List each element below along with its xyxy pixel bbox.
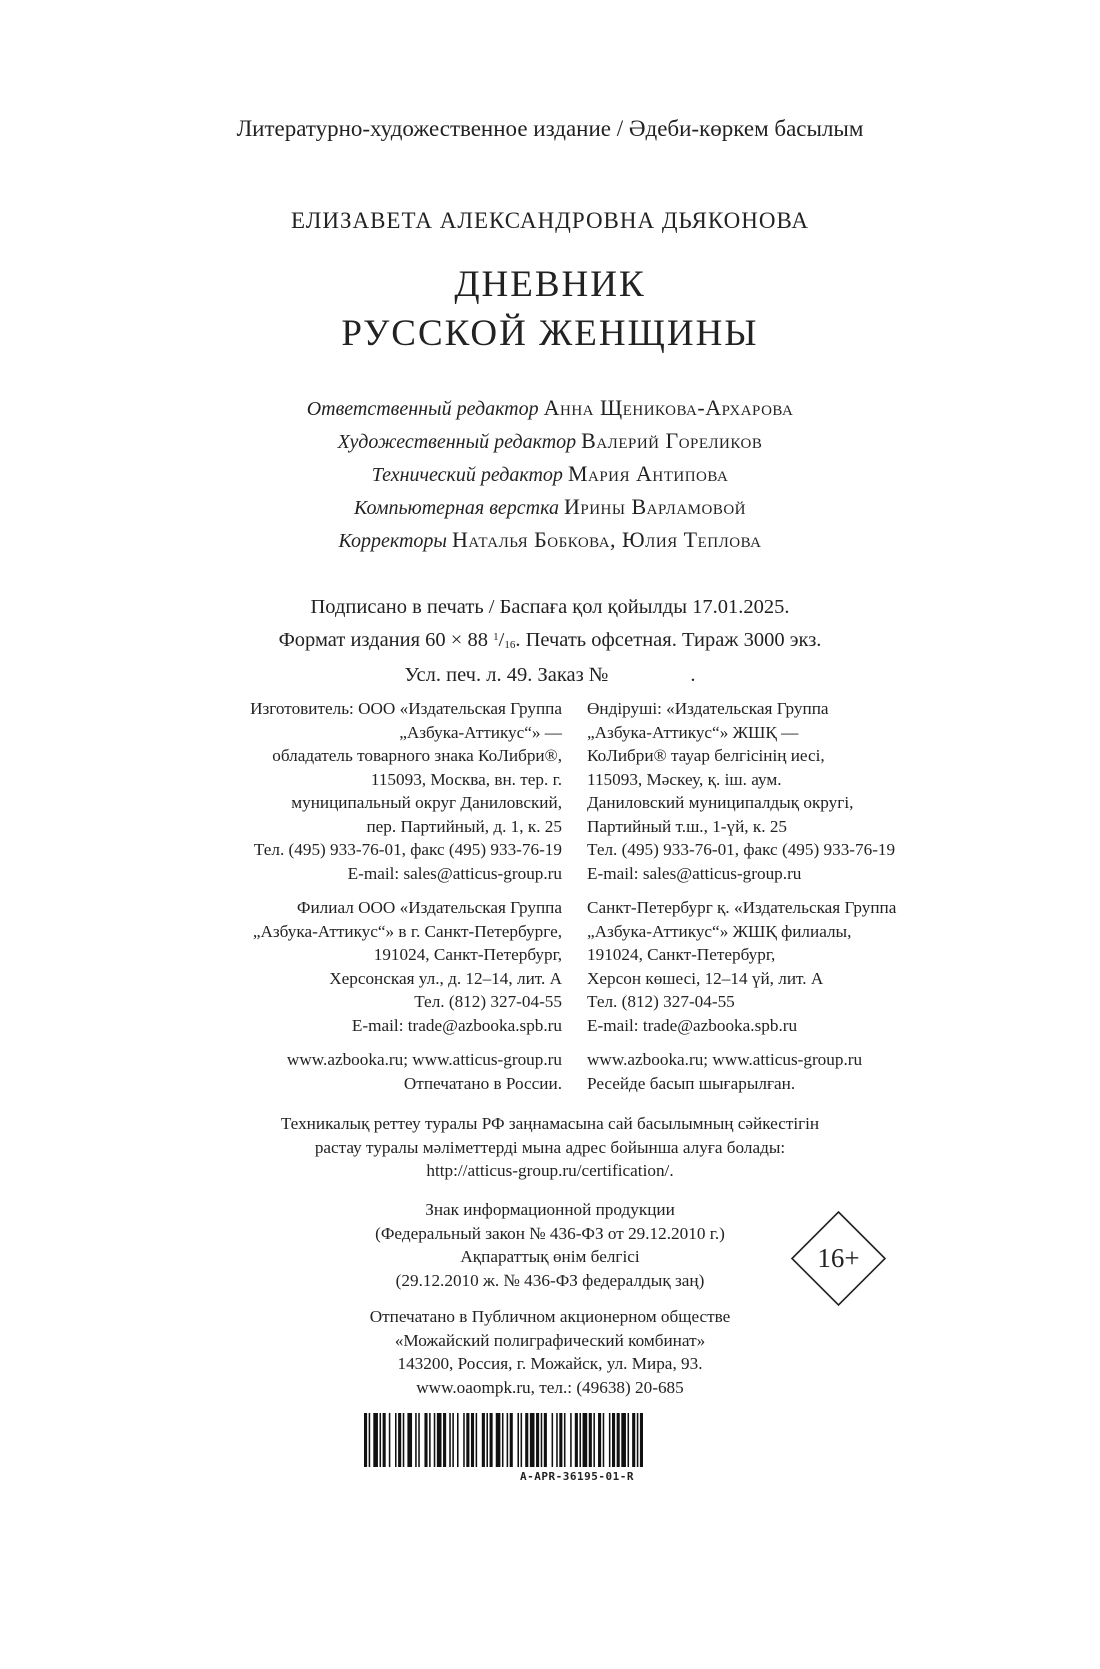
text-line: КоЛибри® тауар белгісінің иесі, (587, 746, 825, 765)
barcode-bar (583, 1413, 588, 1467)
text-line: Ақпараттық өнім белгісі (460, 1247, 640, 1266)
column-russian (162, 697, 562, 1095)
web-kz (587, 1048, 1007, 1095)
barcode-bar (463, 1413, 465, 1467)
barcode-bar (603, 1413, 605, 1467)
credit-line (0, 425, 1100, 458)
text-line: растау туралы мәліметтерді мына адрес бойынша алуға болады: (314, 1137, 786, 1157)
print-info (0, 592, 1100, 690)
barcode-bar (510, 1413, 513, 1467)
manufacturer-kz (587, 697, 1007, 885)
barcode-bar (556, 1413, 558, 1467)
certification-url: http://atticus-group.ru/certification/. (426, 1161, 674, 1180)
order-suffix: . (690, 664, 696, 686)
barcode-bar (598, 1413, 601, 1467)
text-line: „Азбука-Аттикус“» ЖШҚ — (587, 722, 799, 742)
text-line: 191024, Санкт-Петербург, (587, 945, 776, 964)
credit-role: Художественный редактор (337, 431, 577, 453)
credit-name: Мария Антипова (567, 461, 729, 486)
format-separator: / (498, 629, 505, 651)
credit-role: Компьютерная верстка (353, 497, 559, 519)
barcode-bar (369, 1413, 371, 1467)
barcode-bar (373, 1413, 378, 1467)
text-line: (Федеральный закон № 436-ФЗ от 29.12.2010 г.) (375, 1223, 725, 1243)
barcode-bar (570, 1413, 572, 1467)
sheets-line (0, 660, 1100, 690)
barcode-bar (407, 1413, 412, 1467)
text-line: www.oaompk.ru, тел.: (49638) 20-685 (416, 1377, 684, 1397)
barcode-bar (637, 1413, 639, 1467)
email-line: E-mail: trade@azbooka.spb.ru (351, 1015, 562, 1035)
barcode-bar (490, 1413, 493, 1467)
barcode-bar (398, 1413, 401, 1467)
credit-line (0, 524, 1100, 557)
barcode-bar (496, 1413, 501, 1467)
barcode-bar (437, 1413, 442, 1467)
barcode-bar (389, 1413, 391, 1467)
credit-line (0, 392, 1100, 425)
barcode-bar (466, 1413, 469, 1467)
text-line: 143200, Россия, г. Можайск, ул. Мира, 93. (397, 1354, 703, 1373)
barcode-bar (609, 1413, 611, 1467)
text-line: Техникалық реттеу туралы РФ заңнамасына сай басылымның сәйкестігін (280, 1114, 820, 1133)
barcode-bar (544, 1413, 547, 1467)
printed-at-block (0, 1305, 1100, 1399)
text-line: Отпечатано в Публичном акционерном обществе (369, 1307, 731, 1326)
format-denominator: 16 (504, 639, 516, 651)
text-line: Изготовитель: ООО «Издательская Группа (250, 699, 562, 718)
branch-kz (587, 896, 1007, 1037)
credit-name: Наталья Бобкова, Юлия Теплова (451, 527, 762, 552)
signed-date: Подписано в печать / Баспаға қол қойылды 17.01.2025. (310, 596, 790, 618)
credits-block (0, 392, 1100, 557)
text-line: «Можайский полиграфический комбинат» (394, 1330, 706, 1350)
text-line: Өндіруші: «Издательская Группа (587, 699, 829, 718)
barcode-bar (552, 1413, 554, 1467)
barcode-label: A-APR-36195-01-R (520, 1470, 634, 1483)
text-line: „Азбука-Аттикус“» ЖШҚ филиалы, (587, 921, 852, 941)
barcode-bar (452, 1413, 454, 1467)
barcode-bar (521, 1413, 523, 1467)
barcode-bar (429, 1413, 431, 1467)
barcode-bar (418, 1413, 420, 1467)
edition-type: Литературно-художественное издание / Әдеби-көркем басылым (236, 116, 864, 141)
barcode-bar (434, 1413, 436, 1467)
text-line: обладатель товарного знака КоЛибри®, (272, 746, 562, 765)
credit-line (0, 491, 1100, 524)
text-line: Санкт-Петербург қ. «Издательская Группа (587, 898, 897, 917)
barcode-bar (383, 1413, 386, 1467)
barcode-bar (476, 1413, 478, 1467)
email-line: E-mail: sales@atticus-group.ru (587, 863, 802, 883)
text-line: 191024, Санкт-Петербург, (373, 945, 562, 964)
text-line: Херсон көшесі, 12–14 үй, лит. А (587, 968, 824, 988)
barcode-bar (517, 1413, 519, 1467)
tech-regulation (0, 1112, 1100, 1183)
credit-name: Ирины Варламовой (563, 494, 747, 519)
barcode-bar (541, 1413, 543, 1467)
web-ru (162, 1048, 562, 1095)
barcode-bar (443, 1413, 446, 1467)
email-line: E-mail: trade@azbooka.spb.ru (587, 1015, 798, 1035)
barcode-bar (632, 1413, 635, 1467)
format-suffix: . Печать офсетная. Тираж 3000 экз. (515, 629, 822, 651)
order-label: Усл. печ. л. 49. Заказ № (404, 664, 609, 686)
text-line: Тел. (812) 327-04-55 (414, 992, 562, 1011)
title-line-2: РУССКОЙ ЖЕНЩИНЫ (341, 313, 759, 354)
barcode-bar (364, 1413, 367, 1467)
text-line: 115093, Мәскеу, қ. іш. аум. (587, 769, 782, 789)
barcode-bar (502, 1413, 504, 1467)
format-line (0, 622, 1100, 660)
credit-role: Ответственный редактор (306, 398, 539, 420)
barcode-bar (415, 1413, 417, 1467)
text-line: Филиал ООО «Издательская Группа (296, 898, 562, 917)
barcode-bar (536, 1413, 539, 1467)
text-line: Тел. (495) 933-76-01, факс (495) 933-76-19 (587, 840, 896, 859)
manufacturer-ru (162, 697, 562, 885)
credit-role: Технический редактор (371, 464, 563, 486)
credit-line (0, 458, 1100, 491)
website-line: www.azbooka.ru; www.atticus-group.ru (587, 1050, 863, 1069)
text-line: „Азбука-Аттикус“» — (399, 722, 562, 742)
barcode-bar (617, 1413, 620, 1467)
barcode-bar (486, 1413, 488, 1467)
text-line: Тел. (495) 933-76-01, факс (495) 933-76-19 (253, 840, 562, 859)
barcode-bar (525, 1413, 528, 1467)
barcode-bar (395, 1413, 397, 1467)
text-line: „Азбука-Аттикус“» в г. Санкт-Петербурге, (252, 921, 562, 941)
barcode-bar (424, 1413, 427, 1467)
email-line: E-mail: sales@atticus-group.ru (347, 863, 562, 883)
text-line: Херсонская ул., д. 12–14, лит. А (329, 968, 562, 988)
barcode-bar (380, 1413, 382, 1467)
barcode-bar (579, 1413, 581, 1467)
text-line: Ресейде басып шығарылған. (587, 1073, 796, 1093)
barcode-bar (559, 1413, 562, 1467)
barcode-bar (593, 1413, 595, 1467)
text-line: Тел. (812) 327-04-55 (587, 992, 735, 1011)
barcode-bar (403, 1413, 405, 1467)
barcode-bar (507, 1413, 509, 1467)
info-sign-block (0, 1198, 1100, 1292)
barcode-bar (612, 1413, 615, 1467)
text-line: Даниловский муниципалдық округі, (587, 793, 854, 812)
barcode-bar (471, 1413, 474, 1467)
credit-name: Анна Щеникова-Архарова (543, 395, 794, 420)
barcode-bar (482, 1413, 485, 1467)
barcode (364, 1413, 790, 1467)
barcode-bar (564, 1413, 566, 1467)
format-numerator: 1 (493, 631, 499, 643)
barcode-bar (640, 1413, 643, 1467)
barcode-bar (628, 1413, 630, 1467)
text-line: 115093, Москва, вн. тер. г. (370, 769, 562, 789)
text-line: Знак информационной продукции (425, 1200, 675, 1219)
text-line: муниципальный округ Даниловский, (291, 793, 562, 812)
age-rating-label: 16+ (817, 1243, 860, 1273)
barcode-bar (575, 1413, 578, 1467)
text-line: Отпечатано в России. (403, 1073, 562, 1093)
text-line: (29.12.2010 ж. № 436-ФЗ федералдық заң) (395, 1270, 705, 1290)
column-kazakh (587, 697, 1007, 1095)
age-rating-badge (790, 1210, 887, 1307)
barcode-bar (530, 1413, 535, 1467)
barcode-bar (621, 1413, 626, 1467)
format-prefix: Формат издания 60 × 88 (278, 629, 494, 651)
author-name: ЕЛИЗАВЕТА АЛЕКСАНДРОВНА ДЬЯКОНОВА (291, 208, 809, 233)
title-line-1: ДНЕВНИК (454, 264, 646, 305)
branch-ru (162, 896, 562, 1037)
barcode-bar (589, 1413, 592, 1467)
credit-role: Корректоры (338, 530, 447, 552)
barcode-bar (449, 1413, 451, 1467)
text-line: пер. Партийный, д. 1, к. 25 (366, 816, 562, 836)
text-line: Партийный т.ш., 1-үй, к. 25 (587, 816, 788, 836)
website-line: www.azbooka.ru; www.atticus-group.ru (286, 1050, 562, 1069)
book-title (0, 260, 1100, 358)
barcode-bar (457, 1413, 459, 1467)
credit-name: Валерий Гореликов (581, 428, 763, 453)
